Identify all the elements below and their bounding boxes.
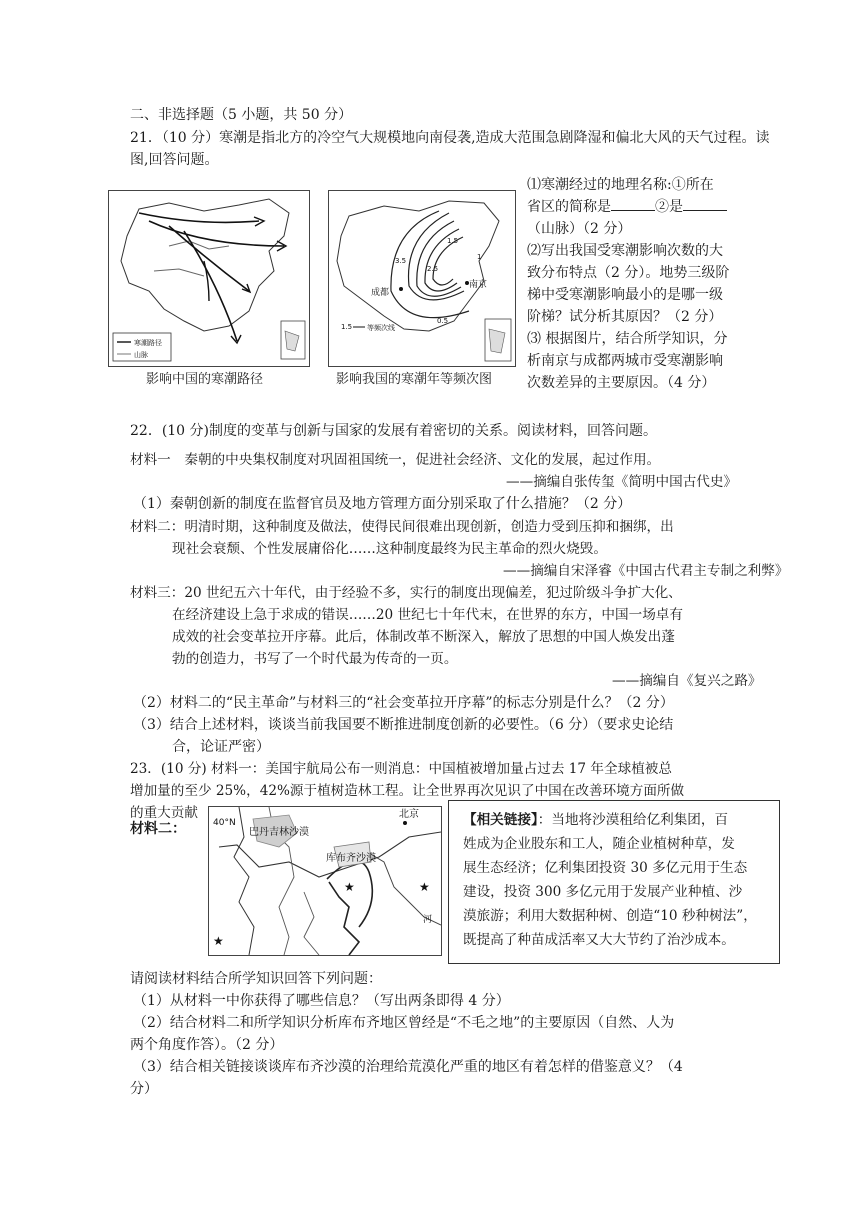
q21-side-line-8: ⑶ 根据图片，结合所学知识，分 bbox=[527, 331, 728, 347]
capital-star-1: ★ bbox=[344, 880, 355, 894]
q23-question2-line1: （2）结合材料二和所学知识分析库布齐地区曾经是“不毛之地”的主要原因（自然、人为 bbox=[133, 1015, 675, 1031]
iso-value-35: 3.5 bbox=[395, 257, 407, 265]
kubuqi-label: 库布齐沙漠 bbox=[326, 853, 376, 864]
q21-blank1-label: 省区的简称是 bbox=[527, 199, 611, 215]
legend-mountain-label: 山脉 bbox=[134, 351, 148, 359]
nanjing-label: 南京 bbox=[469, 280, 488, 290]
q22-material3-line1: 材料三：20 世纪五六十年代，由于经验不多，实行的制度出现偏差，犯过阶级斗争扩大化、 bbox=[130, 585, 682, 601]
q22-material3-source: ——摘编自《复兴之路》 bbox=[612, 673, 762, 689]
q22-material1: 材料一 秦朝的中央集权制度对巩固祖国统一，促进社会经济、文化的发展，起过作用。 bbox=[130, 452, 661, 468]
latitude-label: 40°N bbox=[213, 818, 236, 828]
q22-material3-line3: 成效的社会变革拉开序幕。此后，体制改革不断深入，解放了思想的中国人焕发出蓬 bbox=[172, 629, 675, 645]
q21-side-line-1: ⑴寒潮经过的地理名称:①所在 bbox=[527, 177, 714, 193]
capital-star-3: ★ bbox=[419, 880, 430, 894]
q21-side-line-7: 阶梯？试分析其原因？（2 分） bbox=[527, 309, 723, 325]
q21-intro-line2: 图,回答问题。 bbox=[130, 152, 219, 168]
iso-value-25: 2.5 bbox=[427, 265, 439, 273]
q22-question3-line2: 合，论证严密） bbox=[172, 739, 270, 755]
kubuqi-desert-map-figure bbox=[209, 807, 441, 955]
related-link-line-4: 建设，投资 300 多亿元用于发展产业种植、沙 bbox=[463, 884, 743, 900]
cold-wave-route-map-figure bbox=[109, 191, 309, 366]
q21-side-line-3: （山脉）（2 分） bbox=[527, 221, 632, 237]
q23-question3-line1: （3）结合相关链接谈谈库布齐沙漠的治理给荒漠化严重的地区有着怎样的借鉴意义？（4 bbox=[133, 1059, 683, 1075]
map2-caption: 影响我国的寒潮年等频次图 bbox=[336, 372, 493, 387]
badain-jaran-label: 巴丹吉林沙漠 bbox=[249, 827, 309, 838]
kubuqi-desert-map bbox=[208, 806, 442, 956]
related-link-line-5: 漠旅游；利用大数据种树、创造“10 秒种树法”， bbox=[463, 908, 757, 924]
related-link-line-2: 姓成为企业股东和工人，随企业植树种草，发 bbox=[463, 836, 735, 852]
q21-side-line-6: 梯中受寒潮影响最小的是哪一级 bbox=[527, 287, 723, 303]
map1-caption: 影响中国的寒潮路径 bbox=[146, 372, 264, 387]
q21-intro-line1: 21．（10 分）寒潮是指北方的冷空气大规模地向南侵袭,造成大范围急剧降湿和偏北大风的天气过程。读 bbox=[130, 130, 770, 146]
q21-side-line-10: 次数差异的主要原因。（4 分） bbox=[527, 375, 716, 391]
q22-material2-source: ——摘编自宋泽睿《中国古代君主专制之利弊》 bbox=[503, 563, 789, 579]
q23-question1: （1）从材料一中你获得了哪些信息？（写出两条即得 4 分） bbox=[133, 993, 510, 1009]
q22-question2: （2）材料二的“民主革命”与材料三的“社会变革拉开序幕”的标志分别是什么？（2 分） bbox=[133, 695, 674, 711]
q23-line3: 的重大贡献 bbox=[130, 805, 198, 821]
legend-route-label: 寒潮路径 bbox=[134, 339, 162, 347]
q22-material3-line4: 勃的创造力，书写了一个时代最为传奇的一页。 bbox=[172, 651, 458, 667]
q23-material2-label: 材料二： bbox=[130, 821, 186, 837]
q21-side-line-9: 析南京与成都两城市受寒潮影响 bbox=[527, 353, 723, 369]
cold-wave-frequency-map bbox=[328, 190, 516, 367]
q23-line2: 增加量的至少 25%，42%源于植树造林工程。让全世界再次见识了中国在改善环境方面所做 bbox=[130, 783, 685, 799]
isoline-legend-value: 1.5 bbox=[341, 323, 353, 331]
beijing-label: 北京 bbox=[399, 809, 419, 820]
q22-material3-line2: 在经济建设上急于求成的错误……20 世纪七十年代末，在世界的东方，中国一场卓有 bbox=[172, 607, 683, 623]
related-link-line-1 bbox=[463, 809, 728, 831]
cold-wave-route-map bbox=[108, 190, 310, 367]
related-link-title: 【相关链接】 bbox=[463, 812, 538, 828]
q21-side-line-4: ⑵写出我国受寒潮影响次数的大 bbox=[527, 243, 723, 259]
river-label: 河 bbox=[423, 915, 433, 925]
iso-value-15: 1.5 bbox=[447, 237, 459, 245]
related-link-line-6: 既提高了种苗成活率又大大节约了治沙成本。 bbox=[463, 932, 735, 948]
q23-line1: 23．(10 分) 材料一：美国宇航局公布一则消息：中国植被增加量占过去 17 年全球植被总 bbox=[130, 761, 672, 777]
cold-wave-frequency-map-figure bbox=[329, 191, 515, 366]
related-link-text-1: ：当地将沙漠租给亿利集团，百 bbox=[537, 812, 729, 828]
q22-question1: （1）秦朝创新的制度在监督官员及地方管理方面分别采取了什么措施？（2 分） bbox=[133, 496, 632, 512]
iso-value-05: 0.5 bbox=[437, 317, 449, 325]
q22-material2-line2: 现社会衰颓、个性发展庸俗化……这种制度最终为民主革命的烈火烧毁。 bbox=[172, 541, 607, 557]
q22-material2-line1: 材料二：明清时期，这种制度及做法，使得民间很难出现创新，创造力受到压抑和捆绑，出 bbox=[130, 519, 674, 535]
iso-value-1: 1 bbox=[477, 253, 482, 261]
q21-blank2-label: ②是 bbox=[655, 199, 683, 215]
q23-prompt: 请阅读材料结合所学知识回答下列问题： bbox=[130, 971, 382, 987]
answer-blank-1[interactable] bbox=[611, 196, 655, 211]
q21-side-line-2 bbox=[527, 196, 727, 218]
q22-material1-source: ——摘编自张传玺《简明中国古代史》 bbox=[506, 474, 738, 490]
capital-star-2: ★ bbox=[213, 934, 224, 948]
section-title: 二、非选择题（5 小题，共 50 分） bbox=[130, 107, 353, 123]
q22-question3-line1: （3）结合上述材料，谈谈当前我国要不断推进制度创新的必要性。（6 分）（要求史论结 bbox=[133, 717, 674, 733]
q21-side-line-5: 致分布特点（2 分）。地势三级阶 bbox=[527, 265, 730, 281]
related-link-line-3: 展生态经济；亿利集团投资 30 多亿元用于生态 bbox=[463, 860, 748, 876]
answer-blank-2[interactable] bbox=[683, 196, 727, 211]
q23-question3-line2: 分） bbox=[130, 1081, 158, 1097]
chengdu-label: 成都 bbox=[371, 288, 390, 298]
q23-question2-line2: 两个角度作答）。（2 分） bbox=[130, 1037, 284, 1053]
isoline-legend-label: 等频次线 bbox=[367, 324, 395, 332]
q22-intro: 22．(10 分)制度的变革与创新与国家的发展有着密切的关系。阅读材料，回答问题。 bbox=[130, 423, 658, 439]
related-link-box bbox=[448, 800, 780, 964]
